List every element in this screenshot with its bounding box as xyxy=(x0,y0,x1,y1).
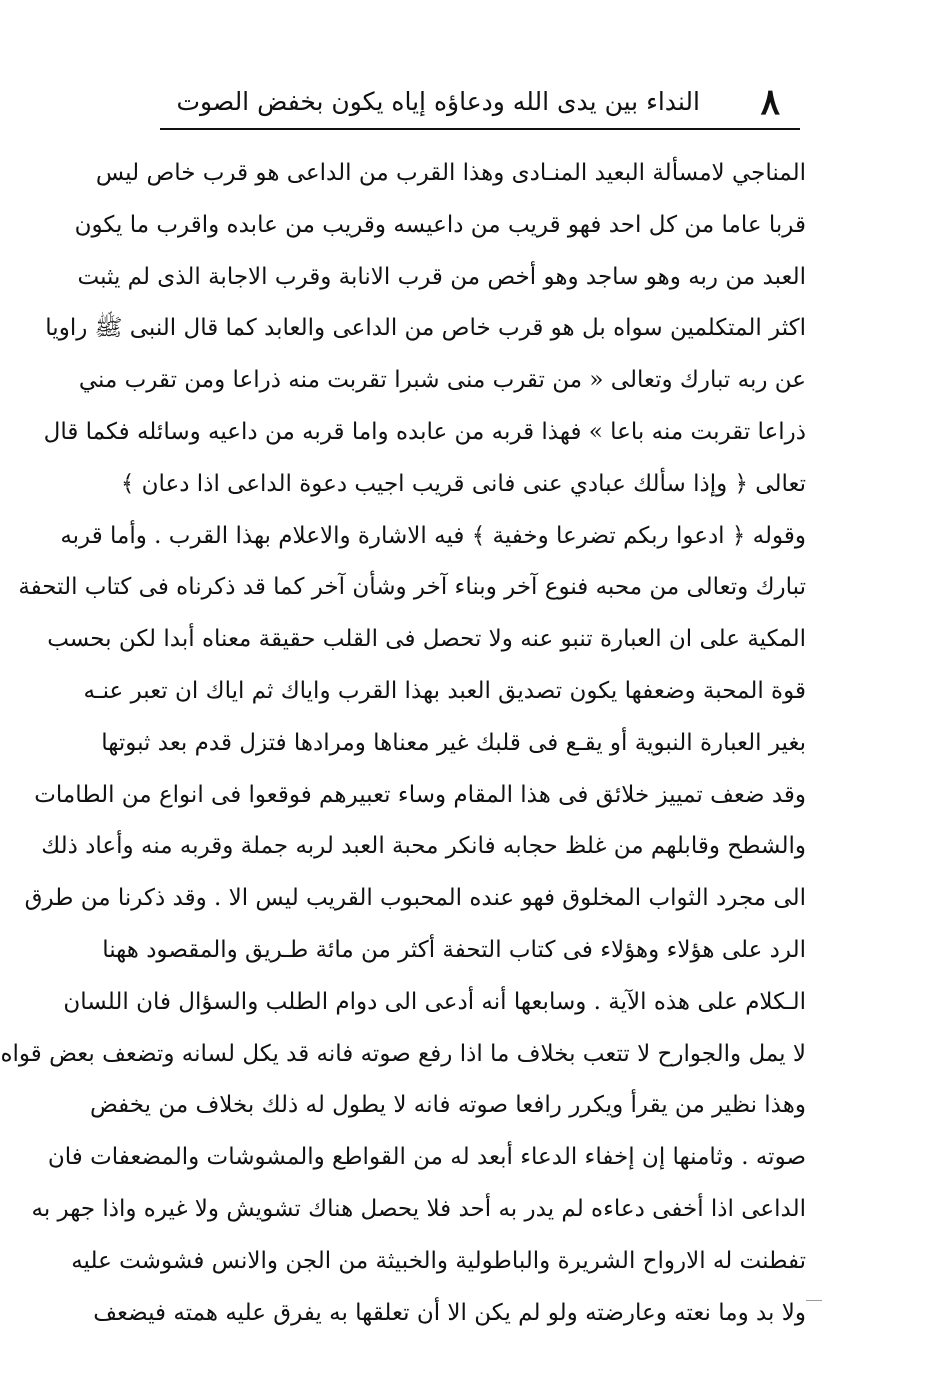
text-line: وهذا نظير من يقرأ ويكرر رافعا صوته فانه لا يطول له ذلك بخلاف من يخفض xyxy=(89,1092,806,1119)
text-line: المكية على ان العبارة تنبو عنه ولا تحصل فى القلب حقيقة معناه أبدا لكن بحسب xyxy=(47,626,806,653)
footer-mark xyxy=(806,1300,822,1301)
page-header xyxy=(160,80,800,123)
text-line: بغير العبارة النبوية أو يقـع فى قلبك غير معناها ومرادها فتزل قدم بعد ثبوتها xyxy=(101,729,806,756)
text-line: الـكلام على هذه الآية . وسابعها أنه أدعى الى دوام الطلب والسؤال فان اللسان xyxy=(63,988,806,1015)
text-line: وقد ضعف تمييز خلائق فى هذا المقام وساء تعبيرهم فوقعوا فى انواع من الطامات xyxy=(34,781,806,808)
text-line: عن ربه تبارك وتعالى « من تقرب منى شبرا تقربت منه ذراعا ومن تقرب مني xyxy=(78,367,806,394)
text-line: والشطح وقابلهم من غلظ حجابه فانكر محبة العبد لربه جملة وقربه منه وأعاد ذلك xyxy=(41,833,806,860)
page-number: ٨ xyxy=(760,81,780,123)
text-line: ذراعا تقربت منه باعا » فهذا قربه من عابده واما قربه من داعيه وسائله فكما قال xyxy=(43,418,806,445)
running-title: النداء بين يدى الله ودعاؤه إياه يكون بخفض الصوت xyxy=(176,87,700,116)
text-line: الداعى اذا أخفى دعاءه لم يدر به أحد فلا يحصل هناك تشويش ولا غيره واذا جهر به xyxy=(31,1195,806,1222)
text-line: وقوله ﴿ ادعوا ربكم تضرعا وخفية ﴾ فيه الاشارة والاعلام بهذا القرب . وأما قربه xyxy=(60,522,806,549)
text-line: الى مجرد الثواب المخلوق فهو عنده المحبوب القريب ليس الا . وقد ذكرنا من طرق xyxy=(24,885,806,912)
text-line: تبارك وتعالى من محبه فنوع آخر وبناء آخر وشأن آخر كما قد ذكرناه فى كتاب التحفة xyxy=(18,574,806,601)
text-line: اكثر المتكلمين سواه بل هو قرب خاص من الداعى والعابد كما قال النبى ﷺ راويا xyxy=(45,315,806,342)
text-line: تعالى ﴿ وإذا سألك عبادي عنى فانى قريب اجيب دعوة الداعى اذا دعان ﴾ xyxy=(120,470,806,497)
text-line: المناجي لامسألة البعيد المنـادى وهذا القرب من الداعى هو قرب خاص ليس xyxy=(95,160,806,186)
text-line: تفطنت له الارواح الشريرة والباطولية والخبيثة من الجن والانس فشوشت عليه xyxy=(71,1247,806,1274)
text-line: لا يمل والجوارح لا تتعب بخلاف ما اذا رفع صوته فانه قد يكل لسانه وتضعف بعض قواه xyxy=(0,1040,806,1067)
text-line: قربا عاما من كل احد فهو قريب من داعيسه وقريب من عابده واقرب ما يكون xyxy=(74,211,806,238)
body-text xyxy=(0,148,806,1339)
header-rule xyxy=(160,128,800,130)
text-line: ولا بد وما نعته وعارضته ولو لم يكن الا أن تعلقها به يفرق عليه همته فيضعف xyxy=(93,1299,806,1326)
text-line: العبد من ربه وهو ساجد وهو أخص من قرب الانابة وقرب الاجابة الذى لم يثبت xyxy=(77,263,806,290)
text-line: الرد على هؤلاء وهؤلاء فى كتاب التحفة أكثر من مائة طـريق والمقصود ههنا xyxy=(102,936,806,963)
text-line: قوة المحبة وضعفها يكون تصديق العبد بهذا القرب واياك ثم اياك ان تعبر عنـه xyxy=(83,677,806,704)
text-line: صوته . وثامنها إن إخفاء الدعاء أبعد له من القواطع والمشوشات والمضعفات فان xyxy=(47,1144,806,1171)
